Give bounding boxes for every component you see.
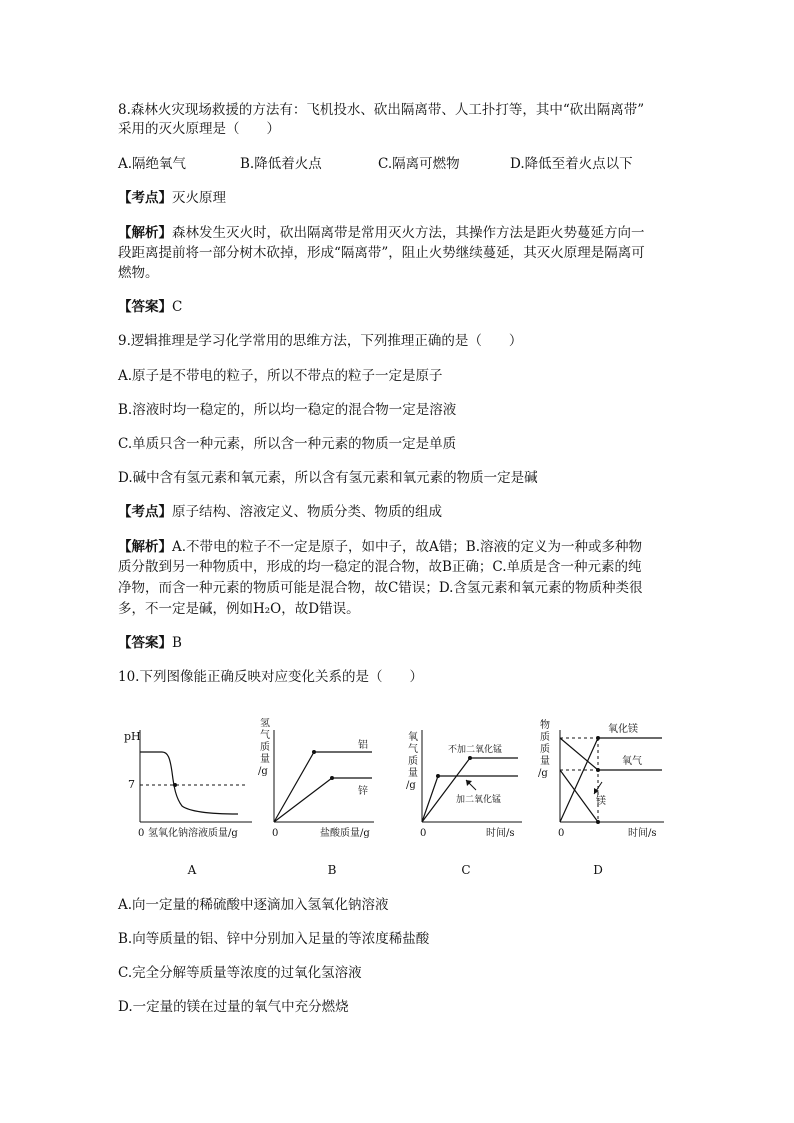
figure-d-origin: 0 <box>558 828 565 839</box>
figure-d-ylabel-4: 量 <box>540 756 550 767</box>
figure-a-origin: 0 <box>138 828 145 839</box>
figure-c-line-without-mno2 <box>422 758 518 822</box>
q9-jiexi-line4: 多，不一定是碱，例如H₂O，故D错误。 <box>118 601 360 617</box>
figure-d-ylabel-2: 质 <box>540 732 550 743</box>
figure-d-o2-line <box>560 738 662 770</box>
figure-b-zn-point <box>330 776 334 780</box>
figure-c-xlabel: 时间/s <box>486 828 515 839</box>
figure-d-point-o2 <box>596 768 600 772</box>
figure-d-series-mg: 镁 <box>596 796 606 807</box>
q8-option-a: A.隔绝氧气 <box>118 156 187 172</box>
figure-a-xlabel: 氢氧化钠溶液质量/g <box>148 828 238 839</box>
q9-option-a: A.原子是不带电的粒子，所以不带点的粒子一定是原子 <box>118 368 443 384</box>
figure-b-xlabel: 盐酸质量/g <box>320 828 370 839</box>
figure-b-origin: 0 <box>272 828 279 839</box>
figure-c-ylabel-4: 量 <box>408 768 418 779</box>
q9-option-b: B.溶液时均一稳定的，所以均一稳定的混合物一定是溶液 <box>118 402 457 418</box>
q8-stem-line2: 采用的灭火原理是（ ） <box>118 121 280 137</box>
q8-option-c: C.隔离可燃物 <box>378 156 460 172</box>
q10-stem: 10.下列图像能正确反映对应变化关系的是（ ） <box>118 669 423 685</box>
q8-jiexi-line3: 燃物。 <box>118 265 159 281</box>
q9-option-c: C.单质只含一种元素，所以含一种元素的物质一定是单质 <box>118 436 457 452</box>
q9-jiexi-line3: 净物，而含一种元素的物质可能是混合物，故C错误；D.含氢元素和氧元素的物质种类很 <box>118 580 643 596</box>
figure-c-label: C <box>461 863 471 877</box>
q8-kaodian-tag: 【考点】 <box>118 190 172 206</box>
q8-answer <box>118 296 182 318</box>
figure-b-series-zn: 锌 <box>358 786 368 797</box>
q8-jiexi-text1: 森林发生灭火时，砍出隔离带是常用灭火方法，其操作方法是距火势蔓延方向一 <box>172 225 645 241</box>
q10-option-b: B.向等质量的铝、锌中分别加入足量的等浓度稀盐酸 <box>118 931 430 947</box>
figure-b-zn-line <box>274 778 372 822</box>
q9-kaodian-tag: 【考点】 <box>118 504 172 520</box>
q8-answer-text: C <box>172 299 183 315</box>
figure-d-series-o2: 氧气 <box>622 756 642 767</box>
figure-c-ylabel-5: /g <box>406 780 416 791</box>
figure-b-ylabel-1: 氢 <box>260 718 270 729</box>
q10-option-d: D.一定量的镁在过量的氧气中充分燃烧 <box>118 999 349 1015</box>
q9-kaodian <box>118 501 442 523</box>
figure-b <box>252 718 380 842</box>
figure-b-al-point <box>312 750 316 754</box>
figure-d-point-mgo <box>596 736 600 740</box>
figure-a-label: A <box>187 863 197 877</box>
q8-option-d: D.降低至着火点以下 <box>510 156 633 172</box>
q8-kaodian-text: 灭火原理 <box>172 190 226 206</box>
figure-b-label: B <box>327 863 337 877</box>
figure-c-ylabel-2: 气 <box>408 744 418 755</box>
figure-c-point-with <box>436 774 440 778</box>
figure-b-ylabel-4: 量 <box>260 754 270 765</box>
figure-d <box>536 712 672 842</box>
figure-b-ylabel-2: 气 <box>260 730 270 741</box>
figure-d-ylabel-5: /g <box>538 768 548 779</box>
figure-d-series-mgo: 氧化镁 <box>608 724 638 735</box>
q9-jiexi-line1 <box>118 536 642 558</box>
figure-a-ylabel: pH <box>124 730 141 743</box>
figure-a-curve <box>140 752 238 814</box>
q9-jiexi-text1: A.不带电的粒子不一定是原子，如中子，故A错；B.溶液的定义为一种或多种物 <box>172 539 643 555</box>
q10-option-a: A.向一定量的稀硫酸中逐滴加入氢氧化钠溶液 <box>118 897 389 913</box>
figure-c <box>404 718 528 842</box>
q8-jiexi-line2: 段距离提前将一部分树木砍掉，形成“隔离带”，阻止火势继续蔓延，其灭火原理是隔离可 <box>118 245 645 261</box>
figure-a-point <box>173 783 177 787</box>
q9-answer-tag: 【答案】 <box>118 635 172 651</box>
q8-jiexi-tag: 【解析】 <box>118 225 172 241</box>
figure-c-series-1: 不加二氧化锰 <box>448 745 503 755</box>
q8-kaodian <box>118 187 226 209</box>
figure-c-ylabel-3: 质 <box>408 756 418 767</box>
figure-d-xlabel: 时间/s <box>628 828 657 839</box>
q8-answer-tag: 【答案】 <box>118 299 172 315</box>
figure-c-point-without <box>468 756 472 760</box>
figure-a-tick-7: 7 <box>128 778 135 791</box>
q8-jiexi-line1 <box>118 222 645 244</box>
q9-jiexi-tag: 【解析】 <box>118 539 172 555</box>
figure-d-mg-line <box>560 770 598 822</box>
figure-b-ylabel-3: 质 <box>260 742 270 753</box>
figure-d-ylabel-3: 质 <box>540 744 550 755</box>
figure-d-ylabel-1: 物 <box>540 720 550 731</box>
figure-b-series-al: 铝 <box>358 740 368 751</box>
figure-b-ylabel-5: /g <box>258 766 268 777</box>
q8-option-b: B.降低着火点 <box>240 156 322 172</box>
q9-kaodian-text: 原子结构、溶液定义、物质分类、物质的组成 <box>172 504 442 520</box>
q9-option-d: D.碱中含有氢元素和氧元素，所以含有氢元素和氧元素的物质一定是碱 <box>118 470 538 486</box>
q9-stem: 9.逻辑推理是学习化学常用的思维方法，下列推理正确的是（ ） <box>118 333 523 349</box>
q10-option-c: C.完全分解等质量等浓度的过氧化氢溶液 <box>118 965 362 981</box>
figure-a <box>118 718 258 842</box>
q9-answer <box>118 632 182 654</box>
q9-answer-text: B <box>172 635 182 651</box>
q8-stem-line1: 8.森林火灾现场救援的方法有：飞机投水、砍出隔离带、人工扑打等，其中“砍出隔离带” <box>118 102 645 118</box>
figure-c-ylabel-1: 氧 <box>408 732 418 743</box>
figure-c-series-2: 加二氧化锰 <box>456 795 502 805</box>
figure-c-origin: 0 <box>420 828 427 839</box>
figure-d-point-mg <box>596 820 600 824</box>
figure-d-label: D <box>593 863 603 877</box>
q9-jiexi-line2: 质分散到另一种物质中，形成的均一稳定的混合物，故B正确；C.单质是含一种元素的纯 <box>118 559 642 575</box>
